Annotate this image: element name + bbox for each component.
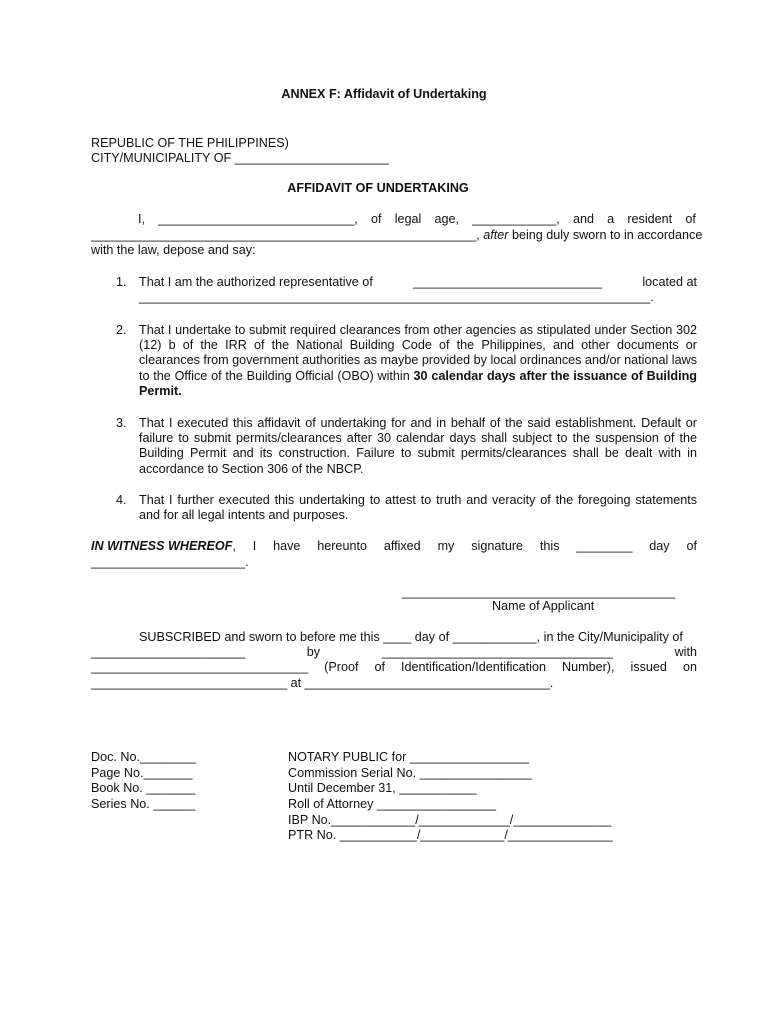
page-no: Page No._______ [91,766,193,780]
item-1-line-2: _________________________________________________________________________. [139,290,654,304]
intro-line-1 [138,212,696,227]
item-1-number: 1. [116,275,127,289]
subscribed-blank: _______________________________ [91,660,309,674]
item-4-number: 4. [116,493,127,507]
witness-word: I [252,539,257,553]
subscribed-word: with [674,645,697,659]
item-1-line-1 [139,275,697,290]
series-no: Series No. ______ [91,797,196,811]
witness-line-2: ______________________. [91,555,249,569]
subscribed-blank: _________________________________ [381,645,613,659]
signature-line: _______________________________________ [402,585,676,599]
roll-of-attorney: Roll of Attorney _________________ [288,797,496,811]
intro-word: and [572,212,594,226]
subscribed-word: by [306,645,321,659]
intro-word: legal [394,212,422,226]
item-4-paragraph: That I further executed this undertaking to attest to truth and veracity of the foregoing statements and for all legal intents and purposes. [139,493,697,523]
intro-line-3: with the law, depose and say: [91,243,256,257]
intro-age-blank: ____________, [472,212,560,226]
item-3-paragraph: That I executed this affidavit of undertaking for and in behalf of the said establishment. Default or failure to submit permits/clearances after 30 calendar days shall subject to the suspension of the Building Permit and its construction. Failure to submit permits/clearances shall be dealt with in accordance to Section 306 of the NBCP. [139,416,697,476]
intro-after: after [483,228,509,242]
subscribed-line-3 [91,660,697,675]
item-2-number: 2. [116,323,127,337]
subscribed-word: Identification/Identification [401,660,546,674]
item-2-paragraph [139,323,697,399]
witness-line-1 [91,539,697,554]
ptr-no: PTR No. ___________/____________/_______________ [288,828,613,842]
subscribed-word: on [682,660,697,674]
witness-word: hereunto [317,539,367,553]
intro-word: of [371,212,382,226]
subscribed-word: (Proof [324,660,359,674]
witness-word: this [539,539,560,553]
item-2-bold-text: 30 calendar days after the issuance of Building Permit. [139,368,698,398]
subscribed-line-2 [91,645,697,660]
book-no: Book No. _______ [91,781,196,795]
witness-day-blank: ________ [576,539,633,553]
until-december: Until December 31, ___________ [288,781,477,795]
document-title: AFFIDAVIT OF UNDERTAKING [287,181,469,195]
intro-word: I, [138,212,145,226]
witness-word: of [686,539,697,553]
witness-word: affixed [383,539,421,553]
witness-word: my [437,539,455,553]
witness-word: have [273,539,301,553]
subscribed-line-1: SUBSCRIBED and sworn to before me this ____ day of ____________, in the City/Municipality of [139,630,683,644]
signature-label: Name of Applicant [492,599,595,613]
witness-word: day [649,539,670,553]
item-1-blank: ___________________________ [413,275,603,289]
subscribed-blank: ______________________ [91,645,246,659]
commission-serial-no: Commission Serial No. ________________ [288,766,532,780]
intro-name-blank: ____________________________, [158,212,358,226]
doc-no: Doc. No.________ [91,750,197,764]
subscribed-line-4: ____________________________ at ___________________________________. [91,676,554,690]
intro-word: of [685,212,696,226]
intro-word: resident [627,212,673,226]
item-3-number: 3. [116,416,127,430]
subscribed-word: Number), [562,660,615,674]
witness-word: signature [471,539,524,553]
item-1-text: That I am the authorized representative of [139,275,373,289]
intro-line-2 [91,228,702,243]
city-municipality-line: CITY/MUNICIPALITY OF ______________________ [91,151,389,165]
intro-word: age, [434,212,460,226]
subscribed-word: issued [630,660,667,674]
republic-line: REPUBLIC OF THE PHILIPPINES) [91,136,289,150]
intro-line-2-rest: being duly sworn to in accordance [511,228,703,242]
item-2-text: That I undertake to submit required clearances from other agencies as stipulated under Section 302 (12) b of the IRR of the National Building Code of the Philippines, and other documents or clearances from government authorities as maybe provided by local ordinances and/or national laws to the Office of the Building Official (OBO) within [139,323,697,383]
item-1-located: located at [642,275,697,289]
notary-public-for: NOTARY PUBLIC for _________________ [288,750,529,764]
witness-lead: IN WITNESS WHEREOF, [91,539,236,553]
ibp-no: IBP No.____________/_____________/______________ [288,813,612,827]
intro-address-blank: _______________________________________________________, [91,228,480,242]
annex-title: ANNEX F: Affidavit of Undertaking [281,87,487,101]
intro-word: a [607,212,615,226]
subscribed-word: of [374,660,386,674]
